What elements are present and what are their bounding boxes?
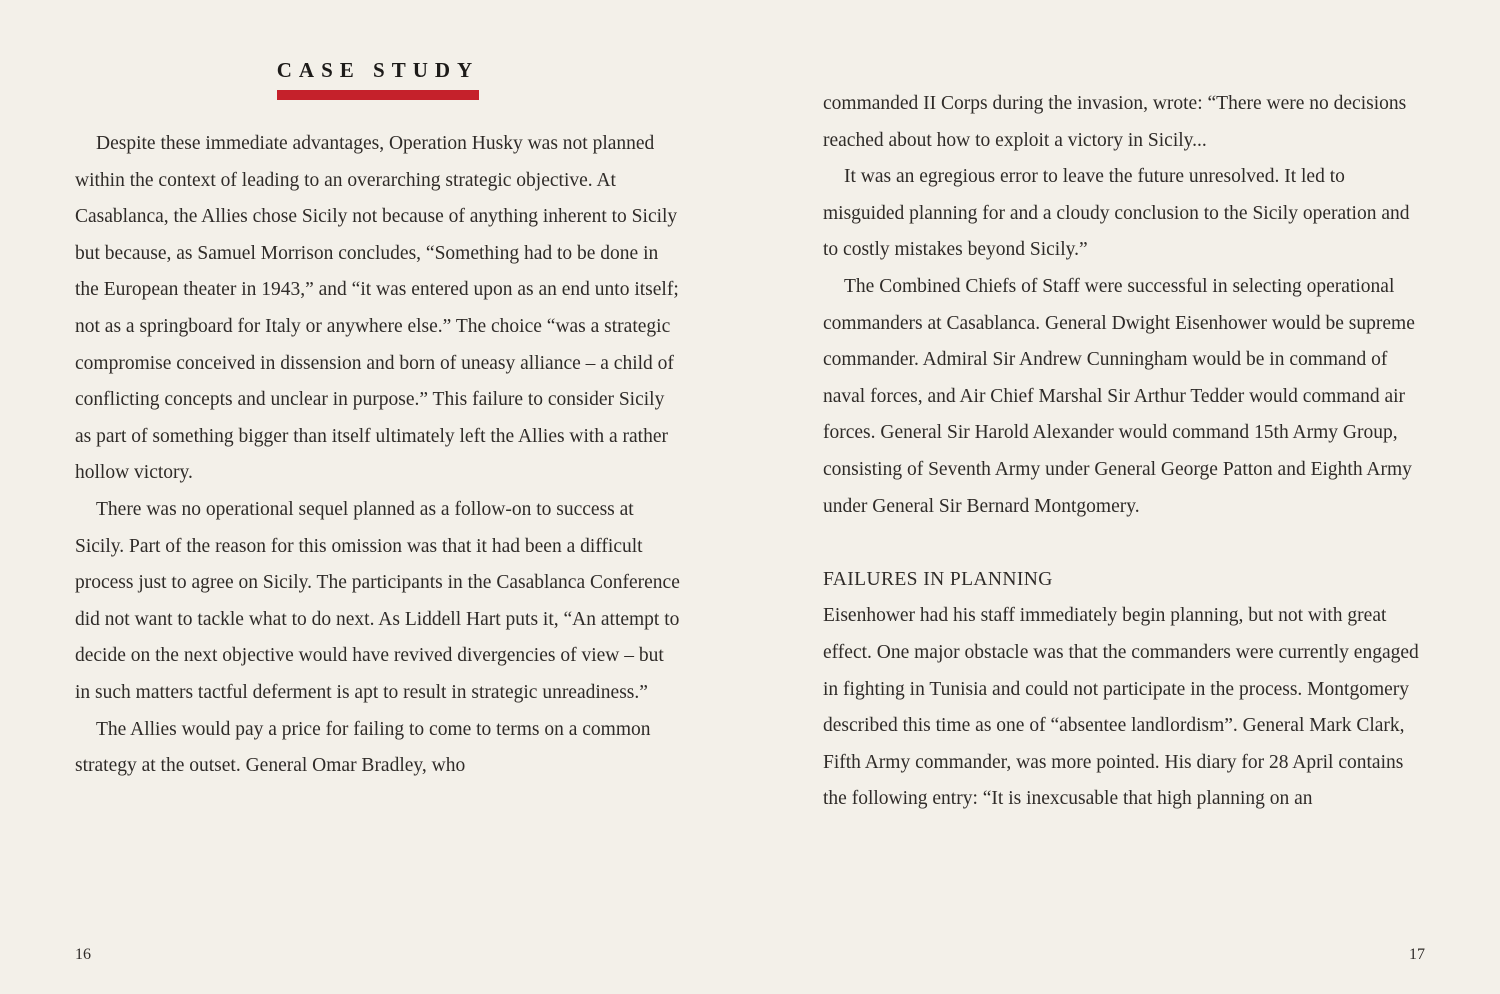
left-text-column [75,58,681,785]
case-study-header-wrap [75,58,681,100]
red-heading-rule [277,90,479,100]
case-study-header [277,58,479,100]
paragraph: It was an egregious error to leave the future unresolved. It led to misguided planning for and a cloudy conclusion to the Sicily operation and to costly mistakes beyond Sicily.” [823,166,1410,261]
paragraph: The Combined Chiefs of Staff were successful in selecting operational commanders at Casablanca. General Dwight Eisenhower would be supreme commander. Admiral Sir Andrew Cunningham would be in command of naval forces, and Air Chief Marshal Sir Arthur Tedder would command air forces. General Sir Harold Alexander would command 15th Army Group, consisting of Seventh Army under General George Patton and Eighth Army under General Sir Bernard Montgomery. [823,275,1415,517]
paragraph: commanded II Corps during the invasion, wrote: “There were no decisions reached about how to exploit a victory in Sicily... [823,93,1407,151]
case-study-heading: CASE STUDY [276,58,480,82]
paragraph: There was no operational sequel planned as a follow-on to success at Sicily. Part of the reason for this omission was that it had been a difficult process just to agree on Sicily. The participants in the Casablanca Conference did not want to tackle what to do next. As Liddell Hart puts it, “An attempt to decide on the next objective would have revived divergencies of view – but in such matters tactful deferment is apt to result in strategic unreadiness.” [75,498,680,703]
page-number-right: 17 [1409,946,1425,963]
right-text-column [823,86,1429,818]
right-page [750,0,1500,994]
paragraph: The Allies would pay a price for failing to come to terms on a common strategy at the outset. General Omar Bradley, who [75,718,651,777]
section-heading-failures-in-planning: FAILURES IN PLANNING [823,568,1053,590]
page-number-left: 16 [75,946,91,963]
paragraph: Eisenhower had his staff immediately begin planning, but not with great effect. One major obstacle was that the commanders were currently engaged in fighting in Tunisia and could not participate in the process. Montgomery described this time as one of “absentee landlordism”. General Mark Clark, Fifth Army commander, was more pointed. His diary for 28 April contains the following entry: “It is inexcusable that high planning on an [823,605,1419,810]
paragraph: Despite these immediate advantages, Operation Husky was not planned within the context of leading to an overarching strategic objective. At Casablanca, the Allies chose Sicily not because of anything inherent to Sicily but because, as Samuel Morrison concludes, “Something had to be done in the European theater in 1943,” and “it was entered upon as an end unto itself; not as a springboard for Italy or anywhere else.” The choice “was a strategic compromise conceived in dissension and born of uneasy alliance – a child of conflicting concepts and unclear in purpose.” This failure to consider Sicily as part of something bigger than itself ultimately left the Allies with a rather hollow victory. [75,133,679,484]
